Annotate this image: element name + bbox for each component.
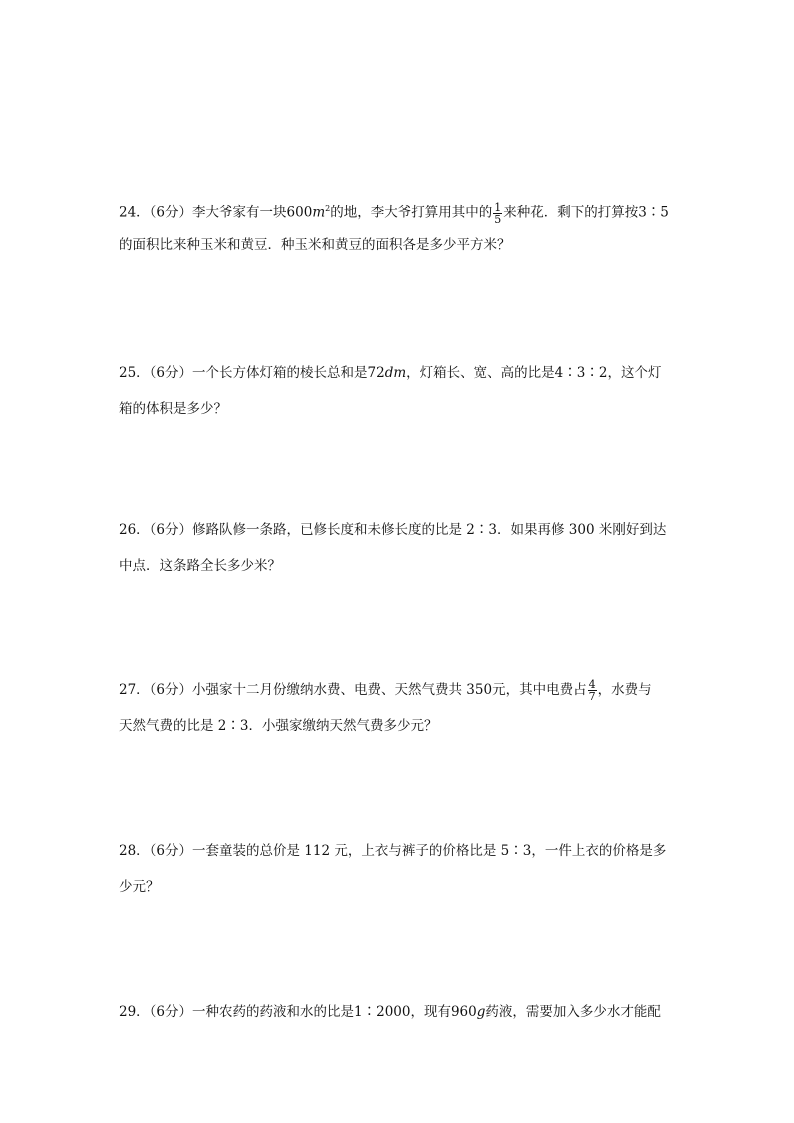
question-25 <box>119 355 679 427</box>
question-26-line-1: 26．（6分）修路队修一条路，已修长度和未修长度的比是 2∶3．如果再修 300 米刚好到达 <box>119 522 667 538</box>
question-27 <box>119 672 679 744</box>
question-24 <box>119 191 679 263</box>
question-28 <box>119 833 679 905</box>
question-25-line-2: 箱的体积是多少？ <box>119 401 227 417</box>
question-29 <box>119 994 679 1030</box>
fraction-four-sevenths: $\frac{4}{7}$ <box>588 678 596 703</box>
fraction-one-fifth: $\frac{1}{5}$ <box>494 200 502 226</box>
question-25-line-1: 25．（6分）一个长方体灯箱的棱长总和是72dm，灯箱长、宽、高的比是4∶3∶2，这个灯 <box>119 365 662 381</box>
question-28-line-1: 28．（6分）一套童装的总价是 112 元，上衣与裤子的价格比是 5∶3，一件上衣的价格是多 <box>119 843 667 859</box>
question-24-line-1: 24．（6分）李大爷家有一块$600m^2$的地，李大爷打算用其中的 $\frac{1}{5}$ 来种花．剩下的打算按3∶5 <box>119 200 669 226</box>
question-26 <box>119 512 679 584</box>
question-27-line-2: 天然气费的比是 2∶3．小强家缴纳天然气费多少元？ <box>119 718 438 734</box>
question-27-line-1: 27．（6分）小强家十二月份缴纳水费、电费、天然气费共 350元，其中电费占 $\frac{4}{7}$ ，水费与 <box>119 678 652 703</box>
question-26-line-2: 中点．这条路全长多少米？ <box>119 558 281 574</box>
question-29-line-1: 29．（6分）一种农药的药液和水的比是1∶2000，现有960g药液，需要加入多少水才能配 <box>119 1004 661 1020</box>
question-28-line-2: 少元？ <box>119 879 160 895</box>
question-24-line-2: 的面积比来种玉米和黄豆．种玉米和黄豆的面积各是多少平方米？ <box>119 237 511 253</box>
